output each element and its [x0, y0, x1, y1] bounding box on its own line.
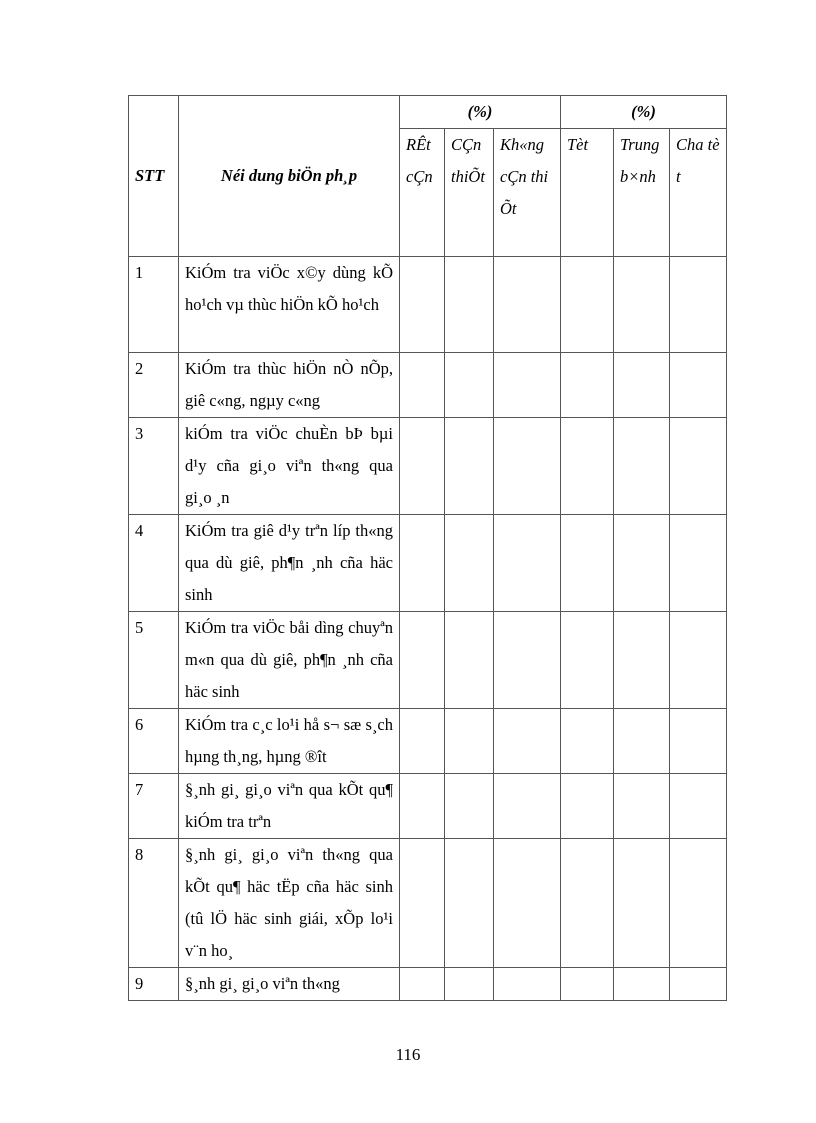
- answer-cell[interactable]: [561, 353, 614, 418]
- table-row: [129, 257, 727, 353]
- answer-cell[interactable]: [494, 418, 561, 515]
- table-row: [129, 968, 727, 1001]
- table-row: [129, 353, 727, 418]
- answer-cell[interactable]: [445, 612, 494, 709]
- header-stt: STT: [129, 96, 179, 257]
- row-content: KiÓm tra c¸c lo¹i hå s¬ sæ s¸ch hµng th¸ng, hµng ®ît: [179, 709, 400, 774]
- row-number: 1: [129, 257, 179, 353]
- answer-cell[interactable]: [400, 257, 445, 353]
- row-number: 9: [129, 968, 179, 1001]
- answer-cell[interactable]: [400, 418, 445, 515]
- answer-cell[interactable]: [614, 968, 670, 1001]
- answer-cell[interactable]: [561, 418, 614, 515]
- subheader-necessary: CÇn thiÕt: [445, 129, 494, 257]
- answer-cell[interactable]: [494, 515, 561, 612]
- row-content: KiÓm tra giê d¹y trªn líp th«ng qua dù giê, ph¶n ¸nh cña häc sinh: [179, 515, 400, 612]
- row-content: KiÓm tra viÖc båi dìng chuyªn m«n qua dù giê, ph¶n ¸nh cña häc sinh: [179, 612, 400, 709]
- row-number: 4: [129, 515, 179, 612]
- answer-cell[interactable]: [400, 515, 445, 612]
- row-number: 2: [129, 353, 179, 418]
- row-number: 3: [129, 418, 179, 515]
- answer-cell[interactable]: [670, 612, 727, 709]
- answer-cell[interactable]: [614, 353, 670, 418]
- answer-cell[interactable]: [494, 839, 561, 968]
- answer-cell[interactable]: [494, 774, 561, 839]
- answer-cell[interactable]: [670, 839, 727, 968]
- page-number: 116: [395, 1045, 421, 1064]
- row-number: 5: [129, 612, 179, 709]
- subheader-good: Tèt: [561, 129, 614, 257]
- row-content: kiÓm tra viÖc chuÈn bÞ bµi d¹y cña gi¸o viªn th«ng qua gi¸o ¸n: [179, 418, 400, 515]
- table-row: [129, 839, 727, 968]
- answer-cell[interactable]: [494, 968, 561, 1001]
- answer-cell[interactable]: [561, 968, 614, 1001]
- answer-cell[interactable]: [670, 709, 727, 774]
- subheader-very-necessary: RÊt cÇn: [400, 129, 445, 257]
- answer-cell[interactable]: [445, 418, 494, 515]
- answer-cell[interactable]: [561, 774, 614, 839]
- row-content: KiÓm tra viÖc x©y dùng kÕ ho¹ch vµ thùc hiÖn kÕ ho¹ch: [179, 257, 400, 353]
- answer-cell[interactable]: [670, 774, 727, 839]
- answer-cell[interactable]: [400, 839, 445, 968]
- answer-cell[interactable]: [561, 257, 614, 353]
- answer-cell[interactable]: [614, 257, 670, 353]
- answer-cell[interactable]: [445, 353, 494, 418]
- answer-cell[interactable]: [445, 257, 494, 353]
- answer-cell[interactable]: [445, 709, 494, 774]
- answer-cell[interactable]: [614, 839, 670, 968]
- answer-cell[interactable]: [445, 515, 494, 612]
- row-number: 6: [129, 709, 179, 774]
- answer-cell[interactable]: [400, 968, 445, 1001]
- answer-cell[interactable]: [614, 418, 670, 515]
- answer-cell[interactable]: [494, 612, 561, 709]
- answer-cell[interactable]: [494, 257, 561, 353]
- answer-cell[interactable]: [670, 353, 727, 418]
- answer-cell[interactable]: [400, 709, 445, 774]
- row-number: 8: [129, 839, 179, 968]
- answer-cell[interactable]: [445, 774, 494, 839]
- answer-cell[interactable]: [614, 515, 670, 612]
- table-row: [129, 418, 727, 515]
- answer-cell[interactable]: [445, 839, 494, 968]
- row-content: §¸nh gi¸ gi¸o viªn qua kÕt qu¶ kiÓm tra trªn: [179, 774, 400, 839]
- answer-cell[interactable]: [400, 353, 445, 418]
- header-group-necessity: (%): [400, 96, 561, 129]
- answer-cell[interactable]: [670, 968, 727, 1001]
- answer-cell[interactable]: [614, 774, 670, 839]
- row-content: KiÓm tra thùc hiÖn nÒ nÕp, giê c«ng, ngµy c«ng: [179, 353, 400, 418]
- table-row: [129, 709, 727, 774]
- answer-cell[interactable]: [561, 612, 614, 709]
- answer-cell[interactable]: [561, 839, 614, 968]
- subheader-not-necessary: Kh«ng cÇn thiÕt: [494, 129, 561, 257]
- answer-cell[interactable]: [561, 709, 614, 774]
- answer-cell[interactable]: [614, 612, 670, 709]
- row-content: §¸nh gi¸ gi¸o viªn th«ng qua kÕt qu¶ häc tËp cña häc sinh (tû lÖ häc sinh giái, xÕp lo¹i v¨n ho¸: [179, 839, 400, 968]
- table-row: [129, 612, 727, 709]
- answer-cell[interactable]: [670, 515, 727, 612]
- row-content: §¸nh gi¸ gi¸o viªn th«ng: [179, 968, 400, 1001]
- subheader-not-good: Cha tèt: [670, 129, 727, 257]
- table-row: [129, 774, 727, 839]
- subheader-average: Trung b×nh: [614, 129, 670, 257]
- header-content: Néi dung biÖn ph¸p: [179, 96, 400, 257]
- answer-cell[interactable]: [494, 353, 561, 418]
- table-row: [129, 515, 727, 612]
- answer-cell[interactable]: [494, 709, 561, 774]
- answer-cell[interactable]: [445, 968, 494, 1001]
- answer-cell[interactable]: [561, 515, 614, 612]
- survey-table: [128, 95, 727, 1001]
- row-number: 7: [129, 774, 179, 839]
- answer-cell[interactable]: [400, 774, 445, 839]
- answer-cell[interactable]: [670, 257, 727, 353]
- answer-cell[interactable]: [400, 612, 445, 709]
- answer-cell[interactable]: [614, 709, 670, 774]
- answer-cell[interactable]: [670, 418, 727, 515]
- header-group-quality: (%): [561, 96, 727, 129]
